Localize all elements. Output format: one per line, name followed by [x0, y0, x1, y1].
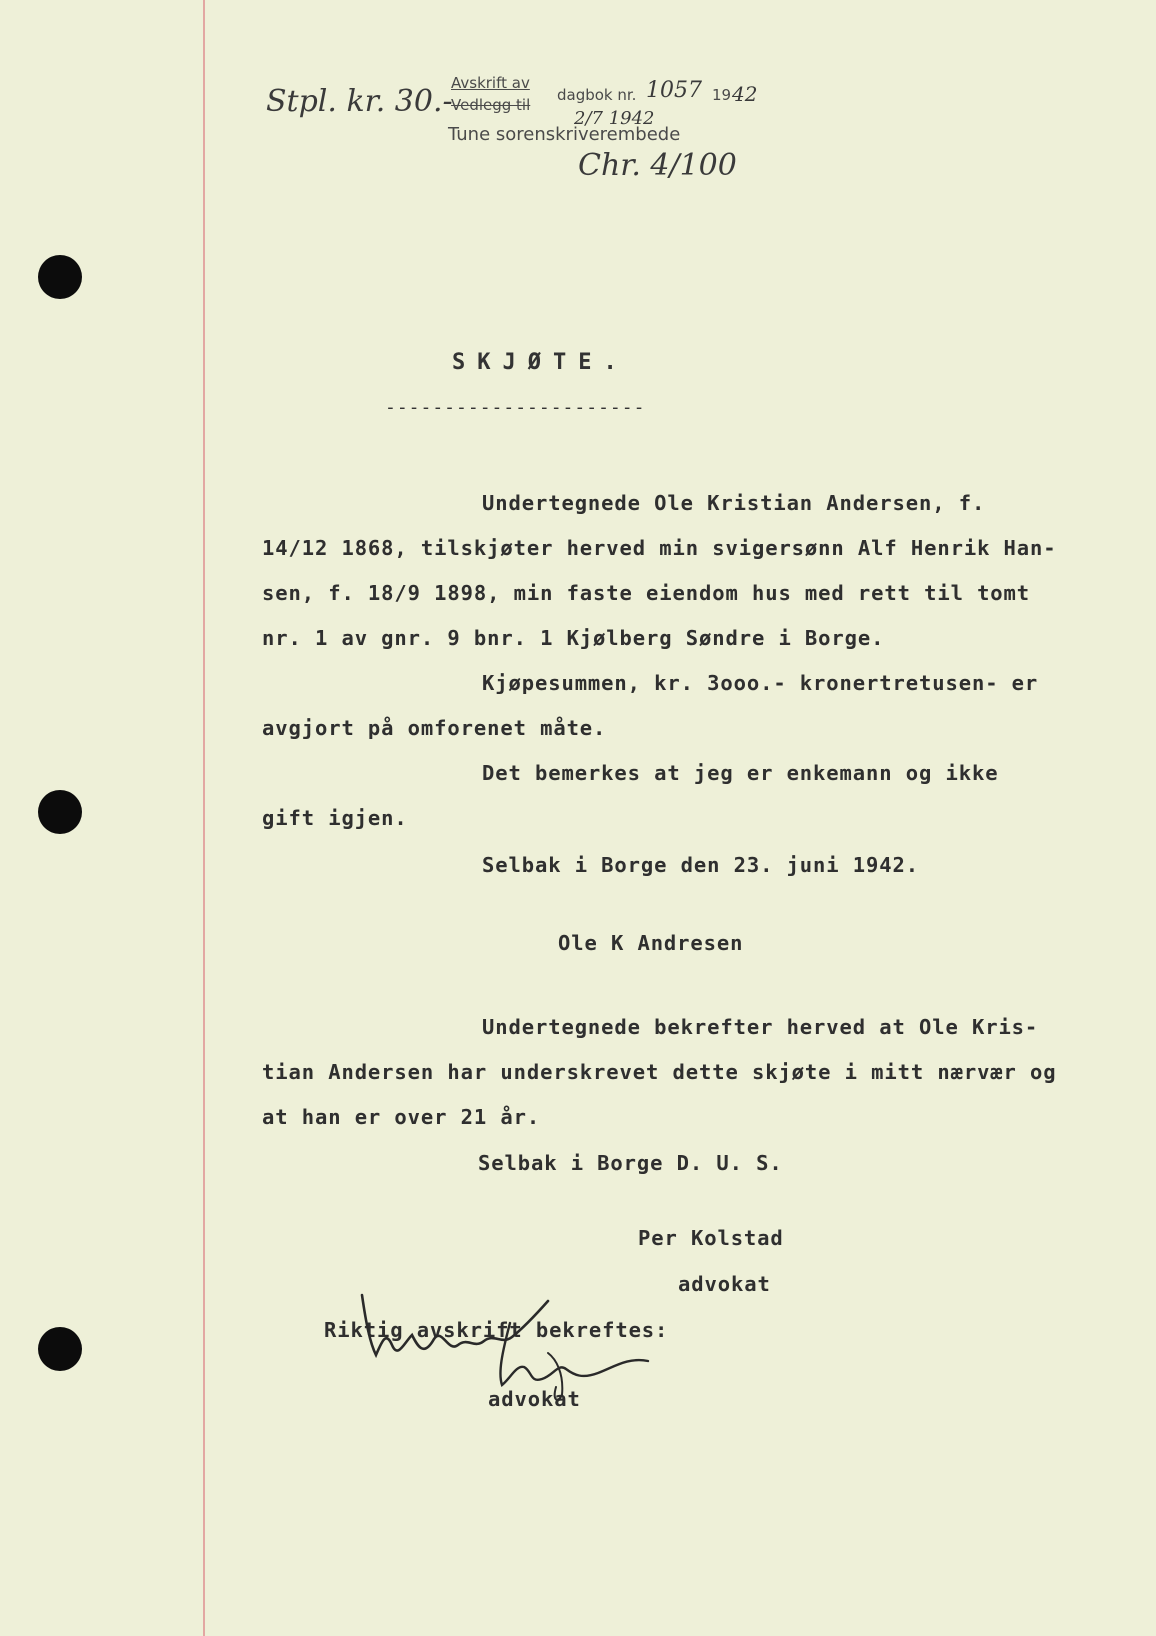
title-underline: ----------------------: [385, 397, 646, 418]
stamp-year-suffix: 42: [732, 82, 758, 106]
document-title: SKJØTE.: [452, 350, 629, 375]
body-line: Undertegnede bekrefter herved at Ole Kris-: [482, 1015, 1039, 1039]
stamp-duty-note: Stpl. kr. 30.-: [266, 84, 453, 119]
body-line: at han er over 21 år.: [262, 1105, 541, 1129]
body-line: Undertegnede Ole Kristian Andersen, f.: [482, 491, 986, 515]
place-date-line: Selbak i Borge den 23. juni 1942.: [482, 853, 919, 877]
stamp-dagbok-number: 1057: [646, 78, 702, 103]
certification-line: Riktig avskrift bekreftes:: [324, 1318, 669, 1342]
punch-hole: [38, 1327, 82, 1371]
stamp-date-note: 2/7 1942: [574, 108, 655, 129]
body-line: gift igjen.: [262, 806, 408, 830]
punch-hole: [38, 255, 82, 299]
stamp-vedlegg: Vedlegg til: [451, 96, 531, 114]
signatory-name: Ole K Andresen: [558, 931, 744, 955]
body-line: Kjøpesummen, kr. 3ooo.- kronertretusen- er: [482, 671, 1039, 695]
chr-note: Chr. 4/100: [578, 148, 737, 183]
certifier-title: advokat: [488, 1387, 581, 1411]
place-date-line: Selbak i Borge D. U. S.: [478, 1151, 783, 1175]
stamp-year-prefix: 19: [712, 86, 732, 104]
body-line: Det bemerkes at jeg er enkemann og ikke: [482, 761, 999, 785]
body-line: 14/12 1868, tilskjøter herved min svigersønn Alf Henrik Han-: [262, 536, 1057, 560]
body-line: avgjort på omforenet måte.: [262, 716, 607, 740]
stamp-avskrift: Avskrift av: [451, 74, 530, 92]
stamp-dagbok-label: dagbok nr.: [557, 86, 637, 104]
margin-line: [203, 0, 205, 1636]
witness-title: advokat: [678, 1272, 771, 1296]
body-line: sen, f. 18/9 1898, min faste eiendom hus med rett til tomt: [262, 581, 1031, 605]
stamp-office: Tune sorenskriverembede: [448, 124, 681, 145]
body-line: tian Andersen har underskrevet dette skjøte i mitt nærvær og: [262, 1060, 1057, 1084]
witness-name: Per Kolstad: [638, 1226, 784, 1250]
handwritten-signature: [352, 1283, 682, 1413]
body-line: nr. 1 av gnr. 9 bnr. 1 Kjølberg Søndre i Borge.: [262, 626, 885, 650]
punch-hole: [38, 790, 82, 834]
